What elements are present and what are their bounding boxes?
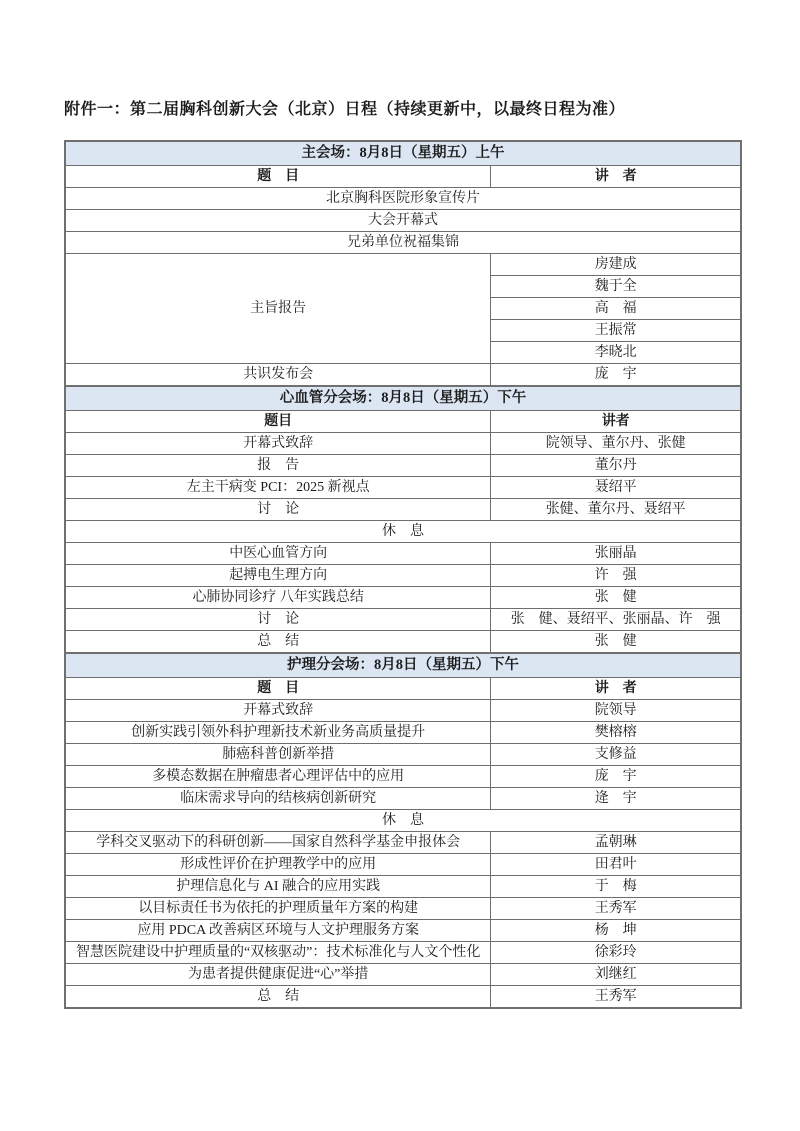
session-header-row (65, 653, 741, 678)
table-row (65, 543, 741, 565)
table-row (65, 433, 741, 455)
speaker-cell: 张 健 (491, 587, 741, 609)
speaker-cell: 支修益 (491, 744, 741, 766)
column-header-row (65, 166, 741, 188)
column-header-row (65, 678, 741, 700)
speaker-cell: 于 梅 (491, 876, 741, 898)
table-row (65, 565, 741, 587)
topic-cell: 主旨报告 (65, 254, 491, 364)
speaker-cell: 院领导 (491, 700, 741, 722)
speaker-cell: 许 强 (491, 565, 741, 587)
topic-cell: 学科交叉驱动下的科研创新——国家自然科学基金申报体会 (65, 832, 491, 854)
topic-cell: 肺癌科普创新举措 (65, 744, 491, 766)
table-row (65, 188, 741, 210)
table-row (65, 232, 741, 254)
table-row (65, 766, 741, 788)
table-row (65, 499, 741, 521)
speaker-cell: 高 福 (491, 298, 741, 320)
speaker-cell: 张丽晶 (491, 543, 741, 565)
column-header-row (65, 411, 741, 433)
table-row (65, 942, 741, 964)
speaker-cell: 刘继红 (491, 964, 741, 986)
table-row (65, 210, 741, 232)
topic-column-header: 题 目 (65, 678, 491, 700)
table-row (65, 631, 741, 654)
speaker-cell: 房建成 (491, 254, 741, 276)
topic-column-header: 题 目 (65, 166, 491, 188)
speaker-cell: 魏于全 (491, 276, 741, 298)
schedule-table (64, 140, 742, 1009)
session-header: 心血管分会场：8月8日（星期五）下午 (65, 386, 741, 411)
topic-cell: 为患者提供健康促进“心”举措 (65, 964, 491, 986)
speaker-cell: 王秀军 (491, 898, 741, 920)
table-row (65, 364, 741, 387)
topic-cell: 兄弟单位祝福集锦 (65, 232, 741, 254)
topic-cell: 中医心血管方向 (65, 543, 491, 565)
table-row (65, 722, 741, 744)
topic-cell: 多模态数据在肿瘤患者心理评估中的应用 (65, 766, 491, 788)
speaker-cell: 聂绍平 (491, 477, 741, 499)
topic-cell: 形成性评价在护理教学中的应用 (65, 854, 491, 876)
topic-cell: 共识发布会 (65, 364, 491, 387)
speaker-cell: 李晓北 (491, 342, 741, 364)
topic-cell: 以目标责任书为依托的护理质量年方案的构建 (65, 898, 491, 920)
topic-cell: 心肺协同诊疗 八年实践总结 (65, 587, 491, 609)
session-header: 护理分会场：8月8日（星期五）下午 (65, 653, 741, 678)
topic-cell: 休 息 (65, 521, 741, 543)
speaker-column-header: 讲 者 (491, 678, 741, 700)
topic-cell: 护理信息化与 AI 融合的应用实践 (65, 876, 491, 898)
table-row (65, 700, 741, 722)
topic-cell: 总 结 (65, 986, 491, 1009)
speaker-cell: 张 健、聂绍平、张丽晶、许 强 (491, 609, 741, 631)
speaker-cell: 樊榕榕 (491, 722, 741, 744)
speaker-cell: 逄 宇 (491, 788, 741, 810)
speaker-cell: 田君叶 (491, 854, 741, 876)
topic-cell: 开幕式致辞 (65, 433, 491, 455)
table-row (65, 898, 741, 920)
topic-cell: 临床需求导向的结核病创新研究 (65, 788, 491, 810)
table-row (65, 521, 741, 543)
topic-cell: 左主干病变 PCI：2025 新视点 (65, 477, 491, 499)
speaker-cell: 院领导、董尔丹、张健 (491, 433, 741, 455)
topic-cell: 开幕式致辞 (65, 700, 491, 722)
topic-column-header: 题目 (65, 411, 491, 433)
table-row (65, 587, 741, 609)
document-title: 附件一：第二届胸科创新大会（北京）日程（持续更新中，以最终日程为准） (64, 101, 626, 118)
speaker-cell: 徐彩玲 (491, 942, 741, 964)
speaker-cell: 张健、董尔丹、聂绍平 (491, 499, 741, 521)
topic-cell: 讨 论 (65, 609, 491, 631)
session-header: 主会场：8月8日（星期五）上午 (65, 141, 741, 166)
topic-cell: 起搏电生理方向 (65, 565, 491, 587)
topic-cell: 大会开幕式 (65, 210, 741, 232)
speaker-cell: 孟朝琳 (491, 832, 741, 854)
topic-cell: 创新实践引领外科护理新技术新业务高质量提升 (65, 722, 491, 744)
topic-cell: 应用 PDCA 改善病区环境与人文护理服务方案 (65, 920, 491, 942)
topic-cell: 报 告 (65, 455, 491, 477)
table-row (65, 609, 741, 631)
speaker-cell: 庞 宇 (491, 766, 741, 788)
table-row (65, 477, 741, 499)
table-row (65, 744, 741, 766)
table-row (65, 920, 741, 942)
session-header-row (65, 386, 741, 411)
table-row (65, 832, 741, 854)
topic-cell: 北京胸科医院形象宣传片 (65, 188, 741, 210)
topic-cell: 智慧医院建设中护理质量的“双核驱动”：技术标准化与人文个性化 (65, 942, 491, 964)
speaker-cell: 董尔丹 (491, 455, 741, 477)
table-row (65, 964, 741, 986)
table-row (65, 876, 741, 898)
session-header-row (65, 141, 741, 166)
speaker-cell: 王秀军 (491, 986, 741, 1009)
speaker-cell: 庞 宇 (491, 364, 741, 387)
speaker-cell: 杨 坤 (491, 920, 741, 942)
table-row (65, 455, 741, 477)
speaker-cell: 张 健 (491, 631, 741, 654)
topic-cell: 休 息 (65, 810, 741, 832)
speaker-column-header: 讲者 (491, 411, 741, 433)
table-row (65, 986, 741, 1009)
topic-cell: 讨 论 (65, 499, 491, 521)
schedule-table-body (65, 141, 741, 1008)
topic-cell: 总 结 (65, 631, 491, 654)
table-row (65, 788, 741, 810)
speaker-cell: 王振常 (491, 320, 741, 342)
table-row (65, 810, 741, 832)
table-row (65, 854, 741, 876)
table-row (65, 254, 741, 276)
speaker-column-header: 讲 者 (491, 166, 741, 188)
